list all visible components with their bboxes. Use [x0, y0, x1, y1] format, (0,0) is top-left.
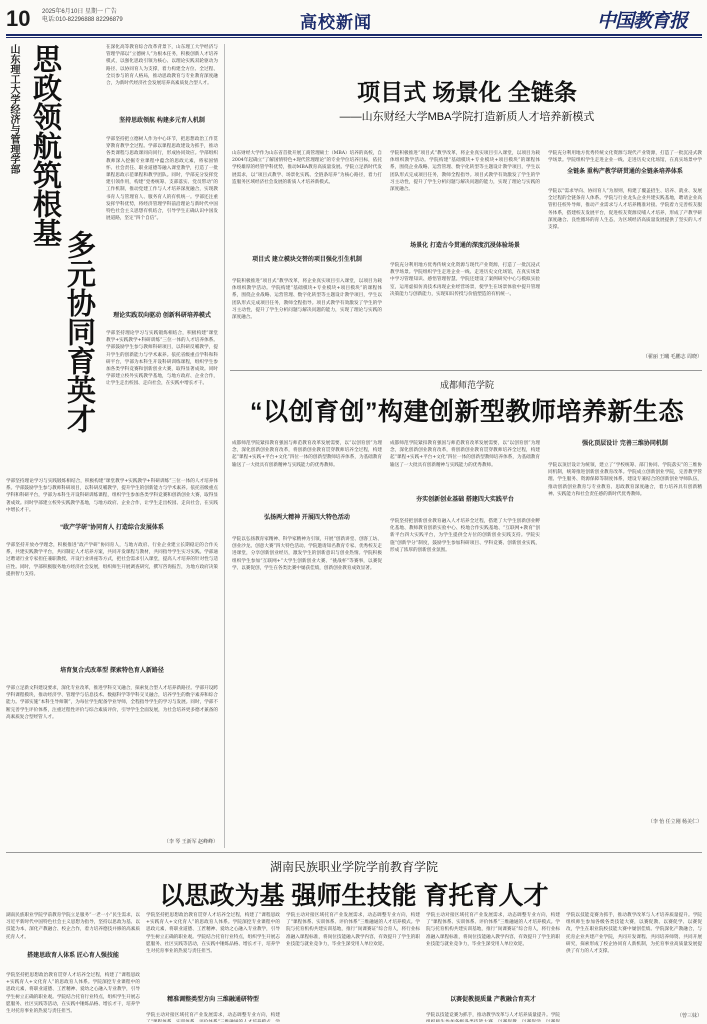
- article-paragraph: 学院主动对接区域托育产业发展需求，动态调整专业方向，构建了“课程体系、实训体系、评价体系”三维融通的人才培养模式。学院与托育机构共建实训基地，推行“岗课赛证”综合育人，将行业标准融入课程标准，将岗位技能融入教学内容，有效提升了学生的职业技能与就业竞争力，毕业生深受用人单位欢迎。: [426, 913, 560, 947]
- article-headline: 项目式 场景化 全链条: [357, 79, 577, 105]
- article-paragraph: 学院坚持把创新创业教育融入人才培养全过程，搭建了大学生创新创业孵化基地、教师教育创新实验中心、校地合作实践基地、“互联网+教育”创新平台四大实践平台，为学生提供全方位的创新创业实践支持。学院实施“创新学分”制度，鼓励学生参加科研项目、学科竞赛、创新创业实践，形成了浓厚的创新创业氛围。: [390, 519, 540, 553]
- column-divider: [224, 44, 225, 848]
- article-subheading: 夯实创新创业基础 搭建四大实践平台: [416, 497, 514, 503]
- article-subheading: 场景化 打造古今贯通的深度沉浸体验场景: [410, 243, 520, 249]
- article-paragraph: 学院坚持把思想政治教育贯穿人才培养全过程，构建了“课程思政+实践育人+文化育人”的思政育人体系。学院深挖专业课程中的思政元素，将职业道德、工匠精神、爱幼之心融入专业教学，引导学生树立正确的职业观。学院结合托育行业特点，组织学生开展志愿服务、社区实践等活动，在实践中锤炼品格、增长才干，培养学生对托育事业的热爱与责任担当。: [146, 913, 280, 955]
- article-main-title-1: 思政领航筑根基: [29, 44, 61, 247]
- article-subheading: 弘扬两大精神 开展四大特色活动: [264, 515, 350, 521]
- article-subheading: 精准调整类型方向 三维融通研特型: [167, 997, 259, 1003]
- article-side-title: 山东理工大学经济与管理学部: [8, 44, 19, 174]
- article-paragraph: 学院以弘扬教育家精神、科学家精神为引领，开展“创新讲堂、创客工坊、创业沙龙、创意大赛”四大特色活动。学院邀请知名教育专家、优秀校友走进课堂，分享创新创业经历，激发学生的创新意识与创业热情。学院积极组织学生参加“互联网+”大学生创新创业大赛、“挑战杯”等赛事，以赛促学、以赛促创，学生在各类比赛中屡获佳绩，创新创业教育成效显著。: [232, 537, 382, 571]
- article-paragraph: 学部坚持理论学习与实践锻炼相结合，积极构建“课堂教学+实践教学+科研训练”三位一体的人才培养体系。学部鼓励学生参与教师科研项目，以科研反哺教学，提升学生的创新能力与学术素养。依托省级重点学科和科研平台，学部为本科生开设科研训练课程，组织学生参加各类学科竞赛和创新创业大赛，取得显著成效。同时学部建立校外实践教学基地，与地方政府、企业合作，让学生走出校园、走向社会，在实践中增长才干。: [6, 479, 218, 513]
- article-intro: 在深化高等教育综合改革背景下，山东理工大学经济与管理学部以“立德树人”为根本任务，积极创新人才培养模式，以强化思政引领为核心、以理论实践双轮驱动为路径、以协同育人为支撑，着力构建全方位、全过程、全员参与的育人格局，推动思政教育与专业教育深度融合，为新时代经济社会发展培养高素质复合型人才。: [106, 45, 218, 87]
- article-paragraph: 学部坚持理论学习与实践锻炼相结合，积极构建“课堂教学+实践教学+科研训练”三位一体的人才培养体系。学部鼓励学生参与教师科研项目，以科研反哺教学，提升学生的创新能力与学术素养。依托省级重点学科和科研平台，学部为本科生开设科研训练课程，组织学生参加各类学科竞赛和创新创业大赛，取得显著成效。同时学部建立校外实践教学基地，与地方政府、企业合作，让学生走出校园、走向社会，在实践中增长才干。: [106, 331, 218, 387]
- page-number: 10: [6, 6, 31, 31]
- article-paragraph: 学部立足新文科建设要求，深化专业改革，推进学科交叉融合，探索复合型人才培养新路径。学部开设跨学科课程模块，推动经济学、管理学与信息技术、数据科学等学科交叉融合，培养学生的数字素养和综合能力。学部实施“本科生导师制”，为每位学生配备学业导师，全程指导学生的学习与发展。同时，学部不断完善学生评价体系，注重过程性评价与综合素质评价，引导学生全面发展，为社会培养更多德才兼备的高素质复合型经管人才。: [6, 686, 218, 720]
- article-subheading: 理论实践双向驱动 创新科研培养模式: [113, 313, 211, 319]
- article-paragraph: 学院坚持把思想政治教育贯穿人才培养全过程，构建了“课程思政+实践育人+文化育人”的思政育人体系。学院深挖专业课程中的思政元素，将职业道德、工匠精神、爱幼之心融入专业教学，引导学生树立正确的职业观。学院结合托育行业特点，组织学生开展志愿服务、社区实践等活动，在实践中锤炼品格、增长才干，培养学生对托育事业的热爱与责任担当。: [6, 973, 140, 1015]
- section-title: 高校新闻: [300, 13, 372, 33]
- article-paragraph: 学部坚持开放办学理念，积极推进“政产学研”协同育人，与地方政府、行业企业建立长期稳定的合作关系，共建实践教学平台，共同制定人才培养方案，共同开发课程与教材，共同指导学生实习实践。学部通过聘请行业专家担任兼职教授、开设行业讲座等方式，把社会需求引入课堂，提高人才培养的针对性与适应性。同时，学部积极服务地方经济社会发展，组织师生开展调查研究，撰写咨询报告，为地方政府决策提供智力支持。: [6, 543, 218, 577]
- article-intro: 湖南民族职业学院学前教育学院立足服务“一老一小”民生需求，以习近平新时代中国特色社会主义思想为指导，坚持以思政为基、以技能为本，深化产教融合、校企合作，着力培养德技并修的高素质托育人才。: [6, 913, 140, 940]
- article-paragraph: 学院以技能竞赛为抓手，推动教学改革与人才培养质量提升。学院组织师生参加各级各类技能大赛，以赛促教、以赛促学、以赛促改，学生在职业院校技能大赛中屡创佳绩。学院深化产教融合，与托育企业共建产业学院，共同开发课程、共同培养师资、共同开展研究，探索形成了校企协同育人新机制，为托育事业高质量发展提供了有力的人才支撑。: [566, 913, 702, 955]
- article-subheading: “政产学研”协同育人 打造综合发展体系: [60, 525, 164, 531]
- article-paragraph: 学院主动对接区域托育产业发展需求，动态调整专业方向，构建: [146, 1013, 280, 1018]
- article-headline: “以创育创”构建创新型教师培养新生态: [249, 398, 684, 426]
- article-paragraph: 学院主动对接区域托育产业发展需求，动态调整专业方向，构建了“课程体系、实训体系、评价体系”三维融通的人才培养模式。学院与托育机构共建实训基地，推行“岗课赛证”综合育人，将行业标准融入课程标准，将岗位技能融入教学内容，有效提升了学生的职业技能与就业竞争力，毕业生深受用人单位欢迎。: [286, 913, 420, 947]
- article-intro: 成都师范学院紧扣教育强国与师范教育改革发展需要，以“以创育创”为理念，深化创新创业教育改革，将创新创业教育贯穿教师培养全过程，构建起“课程+实践+平台+文化”四位一体的创新型教师培养体系，为基础教育输送了一大批具有创新精神与实践能力的优秀教师。: [232, 441, 382, 468]
- article-byline: （翟丽 王曦 毛鹏志 周晓）: [642, 354, 702, 360]
- article-subheading: 坚持思政领航 构建多元育人机制: [119, 118, 205, 124]
- article-byline: （曾三妹）: [676, 1013, 702, 1019]
- article-subheading: 项目式 建立模块交替的项目强化引生机制: [252, 257, 362, 263]
- contact-info: 电话:010-82296888 82296879: [42, 17, 123, 23]
- article-paragraph: 学院以技能竞赛为抓手，推动教学改革与人才培养质量提升。学院: [426, 1013, 560, 1018]
- article-paragraph: 成都师范学院紧扣教育强国与师范教育改革发展需要，以“以创育创”为理念，深化创新创业教育改革，将创新创业教育贯穿教师培养全过程，构建起“课程+实践+平台+文化”四位一体的创新型教师培养体系，为基础教育输送了一大批具有创新精神与实践能力的优秀教师。: [390, 441, 540, 468]
- section-divider: [6, 852, 702, 853]
- article-intro: 山东财经大学作为山东省首批开展工商管理硕士（MBA）培养的高校，自2004年起确立“了解国情特色+现代管理理论”的专业学位培养目标，依托学校雄厚的经管学科优势，推动MBA教育高质量发展。学院立足新时代发展需求，以“项目式教学、场景化实践、全链条培养”为核心路径，着力打造服务区域经济社会发展的新质人才培养新模式。: [232, 151, 382, 185]
- article-byline: （李 怡 任立刚 杨美仁）: [647, 819, 702, 825]
- article-paragraph: 学院积极推进“项目式”教学改革，将企业真实项目引入课堂，以项目为载体组织教学活动。学院构建“基础模块+专业模块+项目模块”的课程体系，围绕企业战略、运营管理、数字化转型等主题设计教学项目，学生以团队形式完成项目任务，教师全程指导。项目式教学有效激发了学生的学习主动性，提升了学生分析问题与解决问题的能力，实现了理论与实践的深度融合。: [390, 151, 540, 193]
- article-kicker: 湖南民族职业学院学前教育学院: [269, 860, 438, 874]
- article-subheading: 培育复合式改革型 探索特色育人新路径: [60, 668, 164, 674]
- article-subhead: ——山东财经大学MBA学院打造新质人才培养新模式: [339, 111, 595, 123]
- article-paragraph: 学院积极推进“项目式”教学改革，将企业真实项目引入课堂，以项目为载体组织教学活动。学院构建“基础模块+专业模块+项目模块”的课程体系，围绕企业战略、运营管理、数字化转型等主题设计教学项目，学生以团队形式完成项目任务，教师全程指导。项目式教学有效激发了学生的学习主动性，提升了学生分析问题与解决问题的能力，实现了理论与实践的深度融合。: [232, 279, 382, 321]
- article-paragraph: 学院充分利用地方优秀传统文化资源与现代产业资源，打造了一批沉浸式教学场景。学院组织学生走进企业一线、走进历史文化场馆，在真实场景中学: [548, 151, 702, 164]
- article-main-title-2: 多元协同育英才: [63, 230, 95, 433]
- article-byline: （李 琴 王新军 赵峰峰）: [163, 839, 218, 845]
- header-rule: [6, 34, 702, 36]
- article-kicker: 成都师范学院: [439, 380, 494, 390]
- issue-date: 2025年6月10日 星期一 广告: [42, 9, 117, 15]
- article-subheading: 搭建思政育人体系 匠心育人强技能: [27, 953, 119, 959]
- article-subheading: 强化顶层设计 完善三维协同机制: [582, 441, 668, 447]
- article-paragraph: 学院充分利用地方优秀传统文化资源与现代产业资源，打造了一批沉浸式教学场景。学院组织学生走进企业一线、走进历史文化场馆，在真实场景中学习管理知识、感悟管理智慧。学院还建设了案例研究中心与模拟实验室，运用虚拟仿真技术再现企业经营场景，使学生在场景体验中提升管理决策能力与创新能力，实现知识传授与价值塑造的有机统一。: [390, 263, 540, 297]
- article-paragraph: 学部坚持把立德树人作为中心环节，把思想政治工作贯穿教育教学全过程。学部以课程思政建设为抓手，推动各类课程与思政课同向同行，形成协同效应。学部组织教师深入挖掘专业课程中蕴含的思政元素，将家国情怀、社会责任、职业道德等融入课堂教学，打造了一批课程思政示范课程和教学团队。同时，学部充分发挥党建引领作用，构建“党委统筹、支部落实、党员带动”的工作机制，推动党建工作与人才培养深度融合，实现教书育人与管理育人、服务育人的有机统一。学部还注重发挥学科优势，将经济管理学科前沿理论与新时代中国特色社会主义思想有机结合，引导学生正确认识中国发展道路，坚定“四个自信”。: [106, 137, 218, 222]
- article-subheading: 全链条 重构产教学研贯通的全链条培养体系: [567, 169, 683, 175]
- section-divider: [230, 370, 702, 371]
- newspaper-logo: 中国教育报: [597, 10, 688, 32]
- header-rule-thin: [6, 37, 702, 38]
- article-headline: 以思政为基 强师生技能 育托育人才: [159, 882, 549, 910]
- article-subheading: 以赛促教提质量 产教融合育英才: [450, 997, 536, 1003]
- article-paragraph: 学院以“需求导向、协同育人”为原则，构建了覆盖招生、培养、就业、发展全过程的全链条育人体系。学院与行业龙头企业共建实践基地，聘请企业高管担任校外导师，推动产业需求与人才培养精准对接。学院着力完善校友服务体系，搭建校友发展平台，促进校友资源反哺人才培养，形成了产教学研深度融合、良性循环的育人生态，为区域经济高质量发展提供了坚实的人才支撑。: [548, 189, 702, 231]
- article-paragraph: 学院以顶层设计为统领，建立了“学校统筹、部门协同、学院落实”的三维协同机制，统筹推进创新创业教育改革。学院成立创新创业学院，完善教学管理、学生服务、资源保障等制度体系，建设专兼结合的创新创业导师队伍，推动创新创业教育与专业教育、思政教育深度融合，着力培养具有创新精神、实践能力和社会责任感的新时代优秀教师。: [548, 463, 702, 497]
